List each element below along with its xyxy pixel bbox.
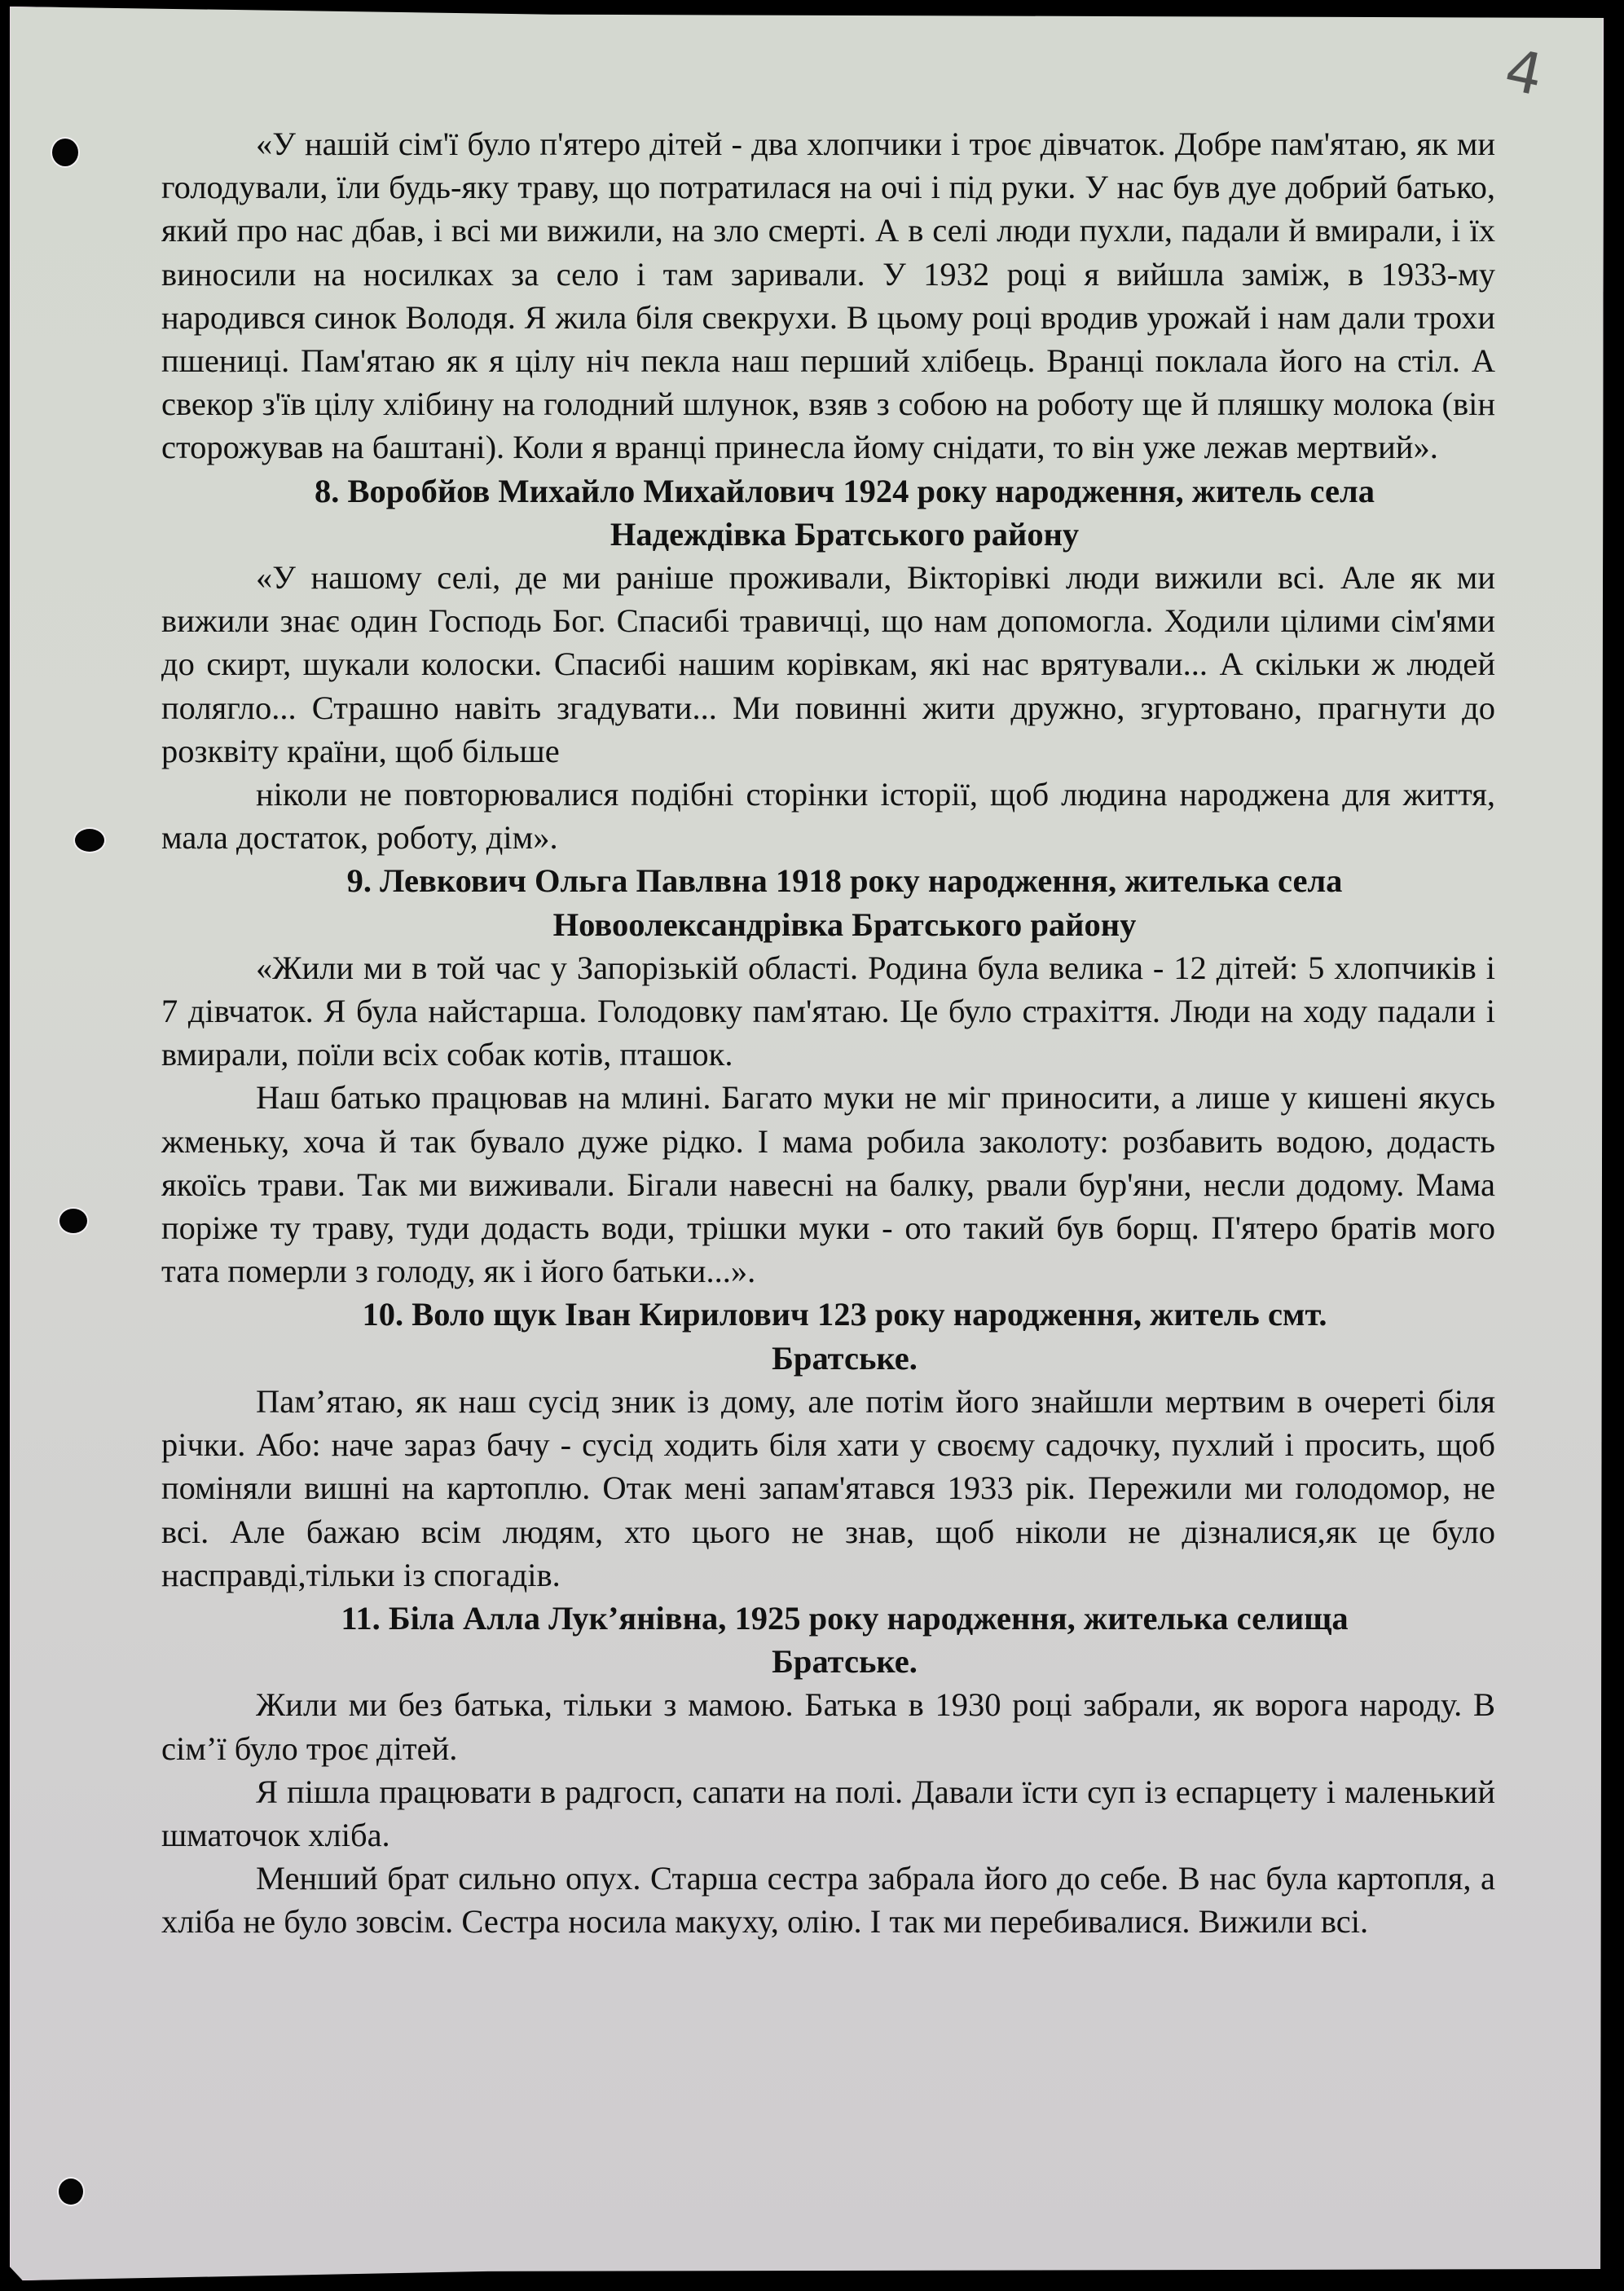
heading-line-2: Надеждівка Братського району	[610, 515, 1080, 553]
punch-hole	[59, 1209, 87, 1233]
testimony-heading	[161, 1597, 1495, 1683]
testimony-9	[161, 859, 1495, 1293]
testimony-paragraph: Наш батько працював на млині. Багато муки не міг приносити, а лише у кишені якусь жменьку, хоча й так бувало дуже рідко. І мама робила заколоту: розбавить водою, додасть якоїсь трави. Так ми виживали. Бігали навесні на балку, рвали бур'яни, несли додому. Мама поріже ту траву, туди додасть води, трішки муки - ото такий був борщ. П'ятеро братів мого тата померли з голоду, як і його батьки...».	[161, 1079, 1495, 1290]
testimony-paragraph: Жили ми без батька, тільки з мамою. Батька в 1930 році забрали, як ворога народу. В сім’ї було троє дітей.	[161, 1686, 1495, 1767]
testimony-10	[161, 1293, 1495, 1596]
heading-line-2: Братське.	[772, 1643, 918, 1681]
heading-line-1: 8. Воробйов Михайло Михайлович 1924 року народження, житель села	[315, 472, 1375, 509]
document-body	[161, 122, 1495, 1944]
handwritten-page-number: 4	[1499, 36, 1549, 109]
heading-line-2: Братське.	[772, 1339, 918, 1377]
testimony-paragraph: ніколи не повторювалися подібні сторінки історії, щоб людина народжена для життя, мала достаток, роботу, дім».	[161, 776, 1495, 857]
testimony-paragraph: «Жили ми в той час у Запорізькій області. Родина була велика - 12 дітей: 5 хлопчиків і 7 дівчаток. Я була найстарша. Голодовку пам'ятаю. Це було страхіття. Люди на ходу падали і вмирали, поїли всіх собак котів, пташок.	[161, 949, 1495, 1073]
testimony-paragraph: Я пішла працювати в радгосп, сапати на полі. Давали їсти суп із еспарцету і маленький шматочок хліба.	[161, 1773, 1495, 1853]
testimony-heading	[161, 469, 1495, 556]
heading-line-1: 10. Воло щук Іван Кирилович 123 року народження, житель смт.	[362, 1296, 1327, 1333]
punch-hole	[59, 2179, 83, 2205]
testimony-paragraph: Менший брат сильно опух. Старша сестра забрала його до себе. В нас була картопля, а хліба не було зовсім. Сестра носила макуху, олію. І так ми перебивалися. Вижили всі.	[161, 1860, 1495, 1941]
punch-hole	[52, 139, 78, 166]
testimony-heading	[161, 1293, 1495, 1379]
testimony-8	[161, 469, 1495, 860]
testimony-paragraph: «У нашій сім'ї було п'ятеро дітей - два хлопчики і троє дівчаток. Добре пам'ятаю, як ми голодували, їли будь-яку траву, що потратилася на очі і під руки. У нас був дуе добрий батько, який про нас дбав, і всі ми вижили, на зло смерті. А в селі люди пухли, падали й вмирали, і їх виносили на носилках за село і там заривали. У 1932 році я вийшла заміж, в 1933-му народився синок Володя. Я жила біля свекрухи. В цьому році вродив урожай і нам дали трохи пшениці. Пам'ятаю як я цілу ніч пекла наш перший хлібець. Вранці поклала його на стіл. А свекор з'їв цілу хлібину на голодний шлунок, взяв з собою на роботу ще й пляшку молока (він сторожував на баштані). Коли я вранці принесла йому снідати, то він уже лежав мертвий».	[161, 126, 1495, 466]
testimony-paragraph: Пам’ятаю, як наш сусід зник із дому, але потім його знайшли мертвим в очереті біля річки. Або: наче зараз бачу - сусід ходить біля хати у своєму садочку, пухлий і просить, щоб поміняли вишні на картоплю. Отак мені запам'ятався 1933 рік. Пережили ми голодомор, не всі. Але бажаю всім людям, хто цього не знав, щоб ніколи не дізналися,як це було насправді,тільки із спогадів.	[161, 1382, 1495, 1593]
heading-line-2: Новоолександрівка Братського району	[552, 905, 1137, 943]
testimony-continued	[161, 122, 1495, 469]
heading-line-1: 11. Біла Алла Лук’янівна, 1925 року народження, жителька селища	[341, 1599, 1349, 1637]
punch-hole	[75, 829, 104, 852]
heading-line-1: 9. Левкович Ольга Павлвна 1918 року народження, жителька села	[346, 862, 1343, 900]
testimony-paragraph: «У нашому селі, де ми раніше проживали, Вікторівкі люди вижили всі. Але як ми вижили знає один Господь Бог. Спасибі травичці, що нам допомогла. Ходили цілими сім'ями до скирт, шукали колоски. Спасибі нашим корівкам, які нас врятували... А скільки ж людей полягло... Страшно навіть згадувати... Ми повинні жити дружно, згуртовано, прагнути до розквіту країни, щоб більше	[161, 559, 1495, 769]
testimony-11	[161, 1597, 1495, 1944]
testimony-heading	[161, 859, 1495, 945]
